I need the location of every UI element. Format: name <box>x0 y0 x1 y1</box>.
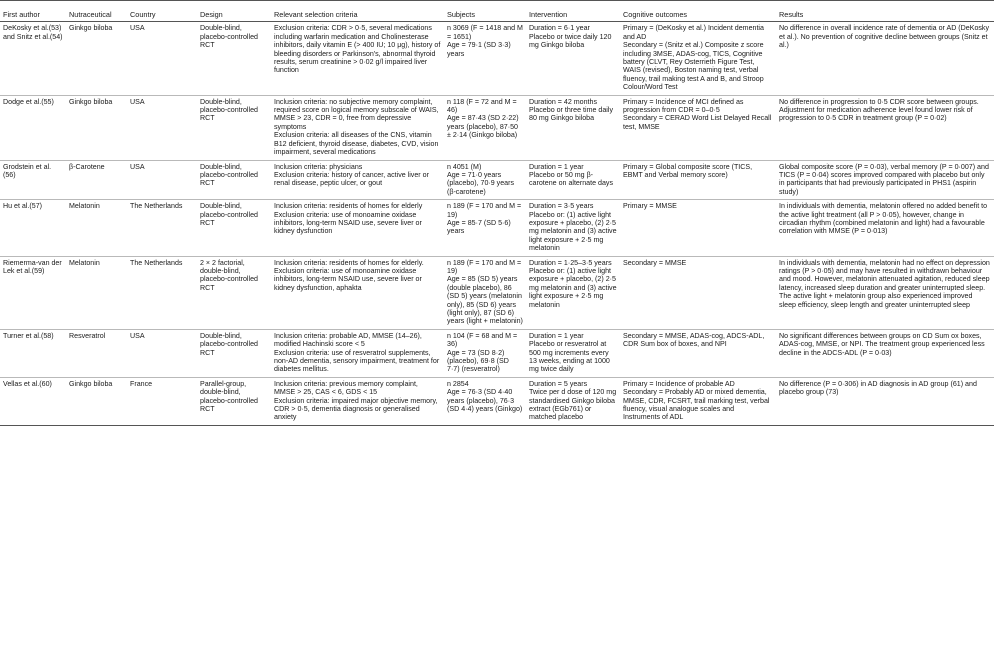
header-subjects: Subjects <box>444 1 526 22</box>
table-row <box>0 329 994 377</box>
cell-selection-criteria <box>271 256 444 329</box>
cell-subjects-line: Age = 79·1 (SD 3·3) years <box>447 41 511 58</box>
cell-selection-criteria <box>271 22 444 95</box>
cell-design: Parallel-group, double-blind, placebo-controlled RCT <box>197 377 271 425</box>
header-row <box>0 1 994 22</box>
cell-first-author: Vellas et al.(60) <box>0 377 66 425</box>
cell-cognitive-outcomes <box>620 95 776 160</box>
cell-results: No significant differences between groups on CD Sum ox boxes, ADAS-cog, MMSE, or NPI. The treatment group experienced less decline in the ADCS-ADL (P = 0·03) <box>776 329 994 377</box>
cell-cognitive-outcomes <box>620 329 776 377</box>
cell-selection-criteria <box>271 377 444 425</box>
cell-intervention-line: Duration = 1 year <box>529 162 584 171</box>
cell-intervention <box>526 377 620 425</box>
cell-selection-criteria-line: Exclusion criteria: CDR > 0·5, several medications including warfarin medication and Cholinesterase inhibitors, daily vitamin E (> 400 IU; 10 μg), history of bleeding disorders or Parkinson's, abnormal thyroid results, serum creatinine > 0·02 g/l impaired liver function <box>274 24 441 75</box>
cell-design: Double-blind, placebo-controlled RCT <box>197 160 271 200</box>
cell-selection-criteria <box>271 95 444 160</box>
cell-design: Double-blind, placebo-controlled RCT <box>197 22 271 95</box>
cell-country: USA <box>127 160 197 200</box>
cell-selection-criteria-line: Inclusion criteria: no subjective memory complaint, required score on logical memory subscale of WAIS, MMSE > 23, CDR = 0, free from depressive symptoms <box>274 97 439 131</box>
header-intervention: Intervention <box>526 1 620 22</box>
cell-intervention-line: Twice per d dose of 120 mg standardised Ginkgo biloba extract (EGb761) or matched placebo <box>529 388 617 422</box>
cell-selection-criteria <box>271 200 444 256</box>
cell-cognitive-outcomes-line: Secondary = (Snitz et al.) Composite z score including 3MSE, ADAS-cog, TICS, Cognitive battery (CLVT, Rey Osterrieth Figure Test, WAIS (revised), Boston naming test, verbal fluency, trail making test A and B, and Stroop Colour/Word Test <box>623 41 764 92</box>
cell-first-author: Hu et al.(57) <box>0 200 66 256</box>
cell-cognitive-outcomes-line: Secondary = CERAD Word List Delayed Recall test, MMSE <box>623 114 772 131</box>
table-row <box>0 95 994 160</box>
cell-subjects-line: Age = 85·7 (SD 5·6) years <box>447 218 511 236</box>
cell-subjects <box>444 256 526 329</box>
table-row <box>0 160 994 200</box>
cell-subjects-line: n 2854 <box>447 379 469 388</box>
cell-subjects-line: Age = 85 (SD 5) years (double placebo), 86 (SD 5) years (melatonin only), 85 (SD 6) years (light only), 87 (SD 6) years (light + melatonin) <box>447 275 523 326</box>
cell-selection-criteria-line: Exclusion criteria: use of monoamine oxidase inhibitors, long-term NSAID use, severe liver or kidney dysfunction <box>274 210 422 236</box>
cell-results: Global composite score (P = 0·03), verbal memory (P = 0·007) and TICS (P = 0·04) scores improved compared with placebo but only in participants that had previously participated in PHS1 (aspirin study) <box>776 160 994 200</box>
cell-selection-criteria-line: Inclusion criteria: probable AD, MMSE (14–26), modified Hachinski score < 5 <box>274 331 422 349</box>
cell-selection-criteria-line: Inclusion criteria: residents of homes for elderly <box>274 202 423 211</box>
cell-subjects <box>444 160 526 200</box>
cell-subjects <box>444 22 526 95</box>
cell-subjects-line: n 3069 (F = 1418 and M = 1651) <box>447 24 523 41</box>
cell-results: In individuals with dementia, melatonin offered no added benefit to the active light treatment (all P > 0·05), however, change in circadian rhythm (combined melatonin and light) had a favourable correlation with MMSE (P = 0·013) <box>776 200 994 256</box>
cell-intervention-line: Placebo or: (1) active light exposure + placebo, (2) 2·5 mg melatonin and (3) active light exposure + 2·5 mg melatonin <box>529 266 617 309</box>
cell-intervention-line: Duration = 5 years <box>529 379 588 388</box>
cell-selection-criteria-line: Exclusion criteria: use of resveratrol supplements, non-AD dementia, sensory impairment, treatment for diabetes mellitus. <box>274 348 440 374</box>
cell-nutraceutical: Ginkgo biloba <box>66 22 127 95</box>
table-row <box>0 200 994 256</box>
cell-nutraceutical: Resveratrol <box>66 329 127 377</box>
cell-nutraceutical: Ginkgo biloba <box>66 95 127 160</box>
cell-country: The Netherlands <box>127 200 197 256</box>
cell-cognitive-outcomes <box>620 256 776 329</box>
cell-design: Double-blind, placebo-controlled RCT <box>197 200 271 256</box>
cell-cognitive-outcomes-line: Secondary = Probably AD or mixed dementia, MMSE, CDR, FCSRT, trail marking test, verbal fluency, visual analogue scales and Instruments of ADL <box>623 388 770 422</box>
cell-subjects <box>444 377 526 425</box>
cell-results: In individuals with dementia, melatonin had no effect on depression ratings (P > 0·05) and may have resulted in withdrawn behaviour and mood. However, melatonin attenuated agitation, reduced sleep latency, increased sleep duration and greater uninterrupted sleep. The active light + melatonin group also experienced improved sleep efficiency, sleep length and greater uninterrupted sleep <box>776 256 994 329</box>
header-cognitive-outcomes: Cognitive outcomes <box>620 1 776 22</box>
cell-intervention-line: Placebo or: (1) active light exposure + placebo, (2) 2·5 mg melatonin and (3) active light exposure + 2·5 mg melatonin <box>529 210 617 253</box>
cell-intervention-line: Duration = 6·1 year <box>529 24 590 33</box>
cell-intervention <box>526 256 620 329</box>
cell-country: USA <box>127 22 197 95</box>
cell-subjects-line: Age = 73 (SD 8·2) (placebo), 69·8 (SD 7·7) (resveratrol) <box>447 348 509 374</box>
cell-subjects-line: n 104 (F = 68 and M = 36) <box>447 331 518 349</box>
cell-results: No difference in progression to 0·5 CDR score between groups. Adjustment for medication adherence level found lower risk of progression to 0·5 CDR in treatment group (P = 0·02) <box>776 95 994 160</box>
cell-selection-criteria-line: Exclusion criteria: all diseases of the CNS, vitamin B12 deficient, thyroid disease, diabetes, CVD, vision impairment, several medications <box>274 131 439 157</box>
cell-first-author: DeKosky et al.(53) and Snitz et al.(54) <box>0 22 66 95</box>
cell-design: Double-blind, placebo-controlled RCT <box>197 329 271 377</box>
cell-design: Double-blind, placebo-controlled RCT <box>197 95 271 160</box>
cell-intervention-line: Duration = 3·5 years <box>529 202 594 211</box>
header-design: Design <box>197 1 271 22</box>
cell-subjects-line: n 189 (F = 170 and M = 19) <box>447 258 522 275</box>
cell-first-author: Dodge et al.(55) <box>0 95 66 160</box>
cell-selection-criteria <box>271 160 444 200</box>
table-body <box>0 22 994 425</box>
cell-selection-criteria-line: Exclusion criteria: use of monoamine oxidase inhibitors, long-term NSAID use, severe liver or kidney dysfunction, aphakta <box>274 266 422 292</box>
cell-intervention-line: Placebo or twice daily 120 mg Ginkgo biloba <box>529 32 612 50</box>
cell-selection-criteria-line: Inclusion criteria: residents of homes for elderly. <box>274 258 424 267</box>
header-first-author: First author <box>0 1 66 22</box>
cell-first-author: Riemerma-van der Lek et al.(59) <box>0 256 66 329</box>
cell-subjects <box>444 95 526 160</box>
cell-cognitive-outcomes <box>620 160 776 200</box>
cell-country: USA <box>127 95 197 160</box>
cell-subjects <box>444 200 526 256</box>
cell-subjects <box>444 329 526 377</box>
cell-subjects-line: n 118 (F = 72 and M = 46) <box>447 97 517 115</box>
cell-subjects-line: n 4051 (M) <box>447 162 482 171</box>
cell-cognitive-outcomes-line: Secondary = MMSE, ADAS-cog, ADCS-ADL, CDR Sum box of boxes, and NPI <box>623 331 765 349</box>
cell-subjects-line: Age = 76·3 (SD 4·40 years (placebo), 76·3 (SD 4·4) years (Ginkgo) <box>447 388 523 414</box>
header-selection-criteria: Relevant selection criteria <box>271 1 444 22</box>
cell-cognitive-outcomes-line: Secondary = MMSE <box>623 258 687 267</box>
cell-intervention-line: Placebo or resveratrol at 500 mg increments every 13 weeks, ending at 1000 mg twice daily <box>529 340 610 374</box>
cell-selection-criteria <box>271 329 444 377</box>
cell-country: USA <box>127 329 197 377</box>
cell-nutraceutical: β-Carotene <box>66 160 127 200</box>
cell-intervention-line: Duration = 1 year <box>529 331 584 340</box>
cell-selection-criteria-line: Exclusion criteria: history of cancer, active liver or renal disease, peptic ulcer, or gout <box>274 170 429 188</box>
cell-cognitive-outcomes-line: Primary = MMSE <box>623 202 677 211</box>
table-row <box>0 377 994 425</box>
cell-first-author: Turner et al.(58) <box>0 329 66 377</box>
cell-cognitive-outcomes-line: Primary = Global composite score (TICS, EBMT and Verbal memory score) <box>623 162 753 179</box>
cell-cognitive-outcomes-line: Primary = Incidence of probable AD <box>623 379 735 388</box>
cell-selection-criteria-line: Inclusion criteria: previous memory complaint, MMSE > 25, CAS < 6, GDS < 15 <box>274 379 418 397</box>
cell-intervention <box>526 329 620 377</box>
cell-nutraceutical: Ginkgo biloba <box>66 377 127 425</box>
header-nutraceutical: Nutraceutical <box>66 1 127 22</box>
header-results: Results <box>776 1 994 22</box>
cell-design: 2 × 2 factorial, double-blind, placebo-controlled RCT <box>197 256 271 329</box>
cell-cognitive-outcomes-line: Primary = (DeKosky et al.) Incident dementia and AD <box>623 24 764 41</box>
cell-results: No difference in overall incidence rate of dementia or AD (DeKosky et al.). No prevention of cognitive decline between groups (Snitz et al.) <box>776 22 994 95</box>
table-row <box>0 256 994 329</box>
cell-cognitive-outcomes <box>620 200 776 256</box>
cell-subjects-line: n 189 (F = 170 and M = 19) <box>447 202 522 219</box>
cell-intervention <box>526 22 620 95</box>
cell-selection-criteria-line: Exclusion criteria: impaired major objective memory, CDR > 0·5, dementia diagnosis or generalised anxiety <box>274 396 438 422</box>
cell-results: No difference (P = 0·306) in AD diagnosis in AD group (61) and placebo group (73) <box>776 377 994 425</box>
cell-intervention-line: Placebo or 50 mg β-carotene on alternate days <box>529 170 613 188</box>
cell-cognitive-outcomes-line: Primary = Incidence of MCI defined as progression from CDR = 0–0·5 <box>623 97 744 115</box>
cell-subjects-line: Age = 87·43 (SD 2·22) years (placebo), 87·50 ± 2·14 (Ginkgo biloba) <box>447 114 519 140</box>
header-country: Country <box>127 1 197 22</box>
cell-selection-criteria-line: Inclusion criteria: physicians <box>274 162 363 171</box>
cell-intervention <box>526 95 620 160</box>
cell-first-author: Grodstein et al.(56) <box>0 160 66 200</box>
cell-country: The Netherlands <box>127 256 197 329</box>
cell-cognitive-outcomes <box>620 377 776 425</box>
cell-cognitive-outcomes <box>620 22 776 95</box>
table-row <box>0 22 994 95</box>
cell-nutraceutical: Melatonin <box>66 200 127 256</box>
cell-intervention <box>526 160 620 200</box>
cell-intervention-line: Duration = 1·25–3·5 years <box>529 258 612 267</box>
cell-nutraceutical: Melatonin <box>66 256 127 329</box>
cell-subjects-line: Age = 71·0 years (placebo), 70·9 years (β-carotene) <box>447 170 515 196</box>
cell-intervention-line: Placebo or three time daily 80 mg Ginkgo biloba <box>529 106 613 123</box>
cell-country: France <box>127 377 197 425</box>
cell-intervention-line: Duration = 42 months <box>529 97 598 106</box>
cell-intervention <box>526 200 620 256</box>
